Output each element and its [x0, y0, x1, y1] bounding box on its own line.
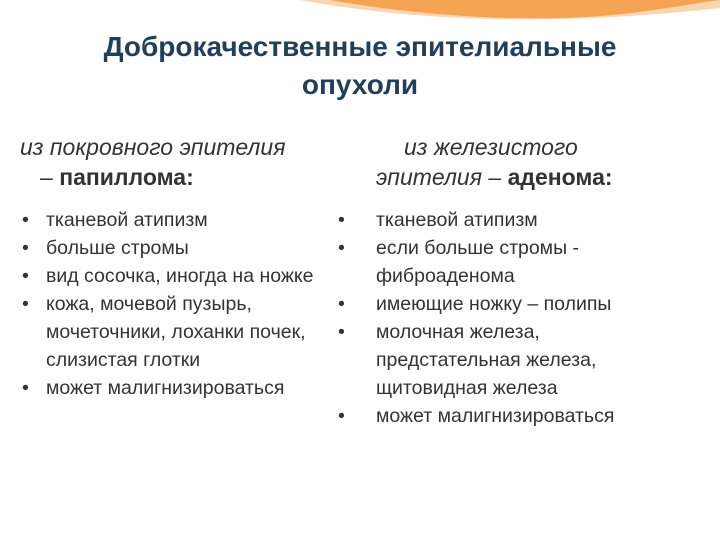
- right-list: [328, 206, 713, 430]
- list-item: • тканевой атипизм: [328, 206, 713, 234]
- title-line-1: Доброкачественные эпителиальные: [103, 31, 617, 62]
- right-column: [328, 132, 713, 430]
- list-item: • молочная железа, предстательная железа, щитовидная железа: [328, 318, 651, 402]
- right-heading-line-2: эпителия –: [376, 164, 508, 190]
- left-heading: [20, 132, 360, 192]
- right-heading: [328, 132, 713, 192]
- left-heading-bold: папиллома:: [59, 164, 194, 190]
- right-heading-line-1: из железистого: [404, 134, 578, 160]
- left-heading-line-1: из покровного эпителия: [20, 134, 286, 160]
- slide-title: [40, 28, 680, 104]
- right-heading-bold: аденома:: [507, 164, 613, 190]
- list-item: • тканевой атипизм: [20, 206, 360, 234]
- list-item: • если больше стромы - фиброаденома: [328, 234, 626, 290]
- list-item: • может малигнизироваться: [20, 374, 386, 402]
- list-item: • кожа, мочевой пузырь, мочеточники, лоханки почек, слизистая глотки: [20, 290, 336, 374]
- title-line-2: опухоли: [301, 69, 419, 100]
- list-item: • больше стромы: [20, 234, 360, 262]
- left-heading-dash: –: [40, 164, 60, 190]
- list-item: • вид сосочка, иногда на ножке: [20, 262, 316, 290]
- list-item: • имеющие ножку – полипы: [328, 290, 713, 318]
- list-item: • может малигнизироваться: [328, 402, 713, 430]
- left-column: [20, 132, 360, 402]
- left-list: [20, 206, 360, 402]
